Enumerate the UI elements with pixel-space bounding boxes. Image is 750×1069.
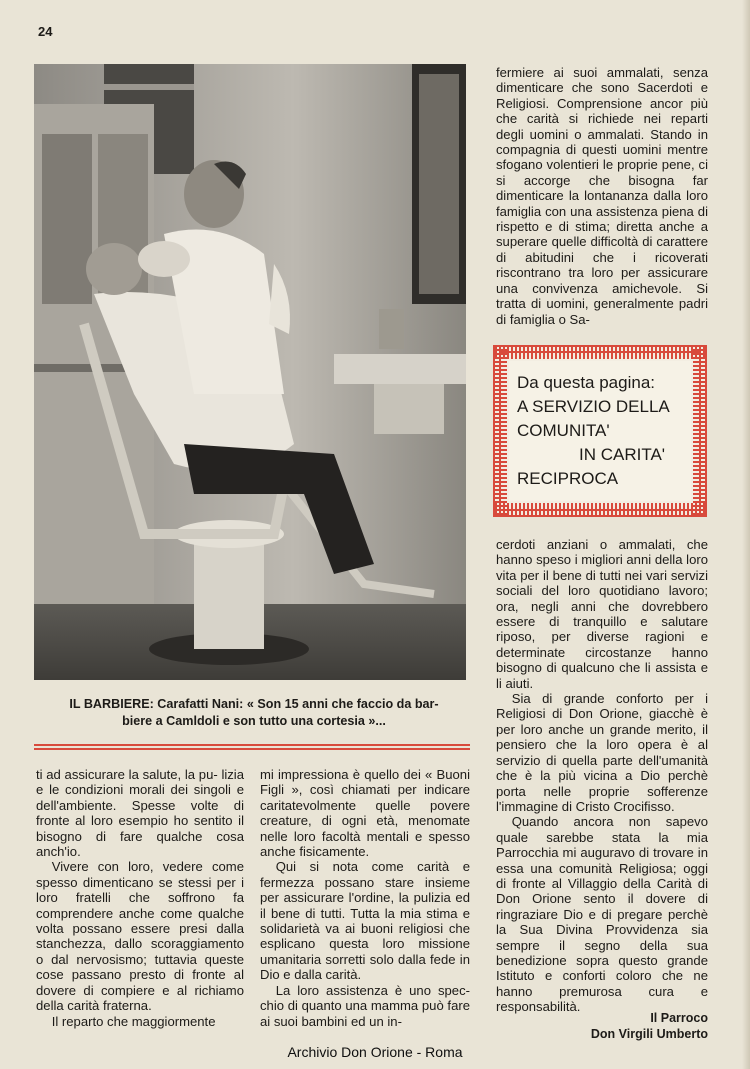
box-stripe <box>693 347 705 515</box>
paragraph: cerdoti anziani o ammalati, che hanno speso i migliori anni della loro vita per il bene di tutti nei vari servizi sociali del loro quotidiano lavoro; ora, negli anni che dovrebbero essere di tranquillo e salutare riposo, per diverse ragioni e determinate circostanze hanno bisogno di qualcuno che li assista e li aiuti. <box>496 537 708 691</box>
caption-line-1: IL BARBIERE: Carafatti Nani: « Son 15 anni che faccio da bar- <box>69 697 439 711</box>
column-middle <box>260 767 470 1029</box>
headline-line-1: Da questa pagina: <box>517 373 655 392</box>
headline-line-3: COMUNITA' <box>517 421 610 440</box>
headline-line-5: RECIPROCA <box>517 469 619 488</box>
paragraph: Sia di grande conforto per i Religiosi di Don Orione, giacchè è per loro anche un grande merito, il pensiero che la loro opera è al servizio di quella parte dell'umanità che è la più vicina a Dio perchè porta nelle proprie sofferenze l'immagine di Cristo Crocifisso. <box>496 691 708 814</box>
archive-label: Archivio Don Orione - Roma <box>287 1044 463 1060</box>
column-right-bottom <box>496 537 708 1015</box>
caption-line-2: biere a Camldoli e son tutto una cortesia »... <box>122 714 386 728</box>
box-stripe <box>495 503 705 515</box>
paragraph: Vivere con loro, vedere come spesso dimenticano se stessi per i loro fratelli che soffrono fa comprendere anche come qualche volta possano essere presi dalla stanchezza, dallo scoraggiamento o dal nervosismo; tuttavia queste cose passano presto di fronte al dovere di compiere e al richiamo della carità fraterna. <box>36 859 244 1014</box>
headline-box-inner <box>509 361 691 501</box>
column-left <box>36 767 244 1029</box>
paragraph: fermiere ai suoi ammalati, senza dimenticare che sono Sacerdoti e Religiosi. Comprensione ancor più che carità si richiede nei reparti degli uomini o ammalati. Stando in compagnia di questi uomini mentre sfogano volentieri le proprie pene, ci si accorge che bisogna far dimenticare la lontananza dalla loro famiglia con una assistenza piena di rispetto e di stima; diretta anche a superare quelle difficoltà di carattere di abitudini che i ricoverati riscontrano tra loro per assicurare una convivenza amichevole. Si tratta di uomini, generalmente padri di famiglia o Sa- <box>496 65 708 327</box>
signature-name: Don Virgili Umberto <box>590 1027 708 1041</box>
headline-line-2: A SERVIZIO DELLA <box>517 397 670 416</box>
paragraph: Quando ancora non sapevo quale sarebbe stata la mia Parrocchia mi auguravo di trovare in essa una comunità Religiosa; oggi di fronte al Villaggio della Carità di Don Orione sento il dovere di ringraziare Dio e di pregare perchè la Sua Divina Provvidenza sia sempre il segno della sua benedizione sopra questo grande Istituto e conforti coloro che ne hanno premurosa cura e responsabilità. <box>496 814 708 1015</box>
paragraph: ti ad assicurare la salute, la pu- lizia e le condizioni morali dei singoli e dell'ambiente. Spesse volte di fronte al loro esempio ho sentito il bisogno di fare qualche cosa anch'io. <box>36 767 244 860</box>
column-right-top <box>496 65 708 327</box>
headline-line-4: IN CARITA' <box>579 445 666 464</box>
box-stripe <box>495 347 507 515</box>
box-stripe <box>495 347 705 359</box>
paragraph: Qui si nota come carità e fermezza possano stare insieme per assicurare l'ordine, la pulizia ed il bene di tutti. Tutta la mia stima e solidarietà va ai buoni religiosi che esplicano questa loro missione umanitaria sorretti solo dalla fede in Dio e dalla carità. <box>260 859 470 983</box>
photo-caption <box>40 696 468 730</box>
signature-title: Il Parroco <box>650 1011 708 1025</box>
page-number: 24 <box>38 24 53 39</box>
barber-photo <box>34 64 466 680</box>
paragraph: La loro assistenza è uno spec- chio di quanto una mamma può fare ai suoi bambini ed un in- <box>260 982 470 1029</box>
signature <box>496 1010 708 1042</box>
paragraph: mi impressiona è quello dei « Buoni Figli », così chiamati per indicare caritatevolmente quelle povere creature, di ogni età, menomate nelle loro facoltà mentali e spesso anche fisicamente. <box>260 767 470 860</box>
red-divider <box>34 744 470 753</box>
barber-photo-icon <box>34 64 466 680</box>
page-edge <box>742 0 750 1069</box>
paragraph: Il reparto che maggiormente <box>51 1013 216 1029</box>
headline-box <box>493 345 707 517</box>
